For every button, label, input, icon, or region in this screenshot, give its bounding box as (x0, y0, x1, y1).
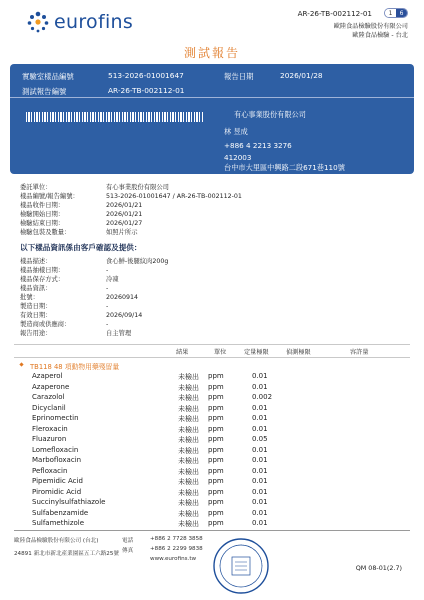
table-cell: Fleroxacin (32, 424, 68, 433)
info-row (20, 283, 108, 292)
info-row (20, 319, 108, 328)
table-cell: 委託單位： (20, 184, 52, 191)
table-cell: 製造日期： (20, 303, 52, 310)
table-row (0, 372, 424, 382)
table-cell: - (106, 303, 109, 310)
table-cell: 未檢出 (178, 446, 199, 455)
table-top-rule (14, 344, 410, 345)
table-cell: Sulfamethizole (32, 519, 85, 527)
table-cell: 2026/09/14 (106, 312, 143, 319)
table-cell: ppm (208, 414, 224, 422)
col-loq: 定量極限 (244, 349, 269, 356)
table-cell: Carazolol (32, 393, 65, 401)
table-cell: Azaperone (32, 382, 70, 391)
table-cell: 樣品資訊： (20, 285, 52, 292)
table-cell: - (106, 267, 109, 274)
sample-no-value: 513-2026-01001647 (108, 71, 184, 80)
table-cell: ppm (208, 456, 224, 464)
table-cell: 未檢出 (178, 509, 199, 518)
table-cell: 樣品編號/報告編號： (20, 193, 79, 200)
table-cell: 食心鮮-後腿紋肉200g (106, 258, 169, 265)
footer-website: www.eurofins.tw (150, 556, 197, 562)
table-cell: Pefloxacin (32, 466, 68, 475)
table-cell: 樣品保存方式： (20, 276, 65, 283)
table-row (0, 393, 424, 403)
table-cell: 自主管理 (106, 330, 132, 337)
table-cell: ppm (208, 487, 224, 496)
table-row (0, 383, 424, 393)
table-cell: 0.01 (252, 456, 268, 464)
table-cell: ppm (208, 498, 224, 506)
table-cell: Dicyclanil (32, 403, 66, 412)
client-section-title: 以下樣品資訊係由客戶確認及提供： (20, 243, 142, 252)
eurofins-logo (26, 10, 133, 34)
table-cell: 未檢出 (178, 415, 199, 423)
table-cell: 未檢出 (178, 467, 199, 476)
info-row (20, 310, 142, 319)
barcode (26, 112, 204, 122)
table-cell: ppm (208, 424, 224, 433)
report-summary-panel (10, 64, 414, 174)
table-row (0, 498, 424, 508)
client-contact: 林 昱成 (224, 127, 248, 136)
lab-name (334, 22, 408, 40)
company-seal-icon (212, 537, 270, 595)
group-bullet-icon (19, 362, 23, 366)
report-no-value: AR-26-TB-002112-01 (108, 86, 185, 95)
table-cell: 2026/01/21 (106, 211, 143, 218)
info-row (20, 256, 168, 265)
table-cell: 0.01 (252, 372, 268, 380)
table-cell: Piromidic Acid (32, 487, 82, 496)
table-cell: Pipemidic Acid (32, 477, 83, 485)
col-lod: 偵測極限 (286, 349, 311, 356)
table-cell: 未檢出 (178, 394, 199, 402)
table-cell: 冷凍 (106, 276, 119, 283)
info-row (20, 328, 131, 337)
table-cell: 批號： (20, 294, 39, 301)
client-postcode: 412003 (224, 153, 252, 162)
table-cell: 未檢出 (178, 425, 199, 434)
table-cell: 0.01 (252, 466, 268, 475)
table-cell: ppm (208, 372, 224, 380)
table-cell: Azaperol (32, 372, 63, 380)
table-cell: 檢驗開始日期： (20, 211, 65, 218)
page-total: 6 (396, 9, 407, 18)
footer-fax-label: 傳真 (122, 548, 134, 554)
table-cell: 未檢出 (178, 520, 199, 528)
table-cell: 0.01 (252, 498, 268, 506)
table-cell: 0.01 (252, 424, 268, 433)
table-cell: 未檢出 (178, 436, 199, 444)
table-cell: Marbofloxacin (32, 456, 82, 464)
table-cell: Eprinomectin (32, 414, 79, 422)
table-cell: 如照片所示 (106, 229, 138, 236)
table-cell: 未檢出 (178, 457, 199, 465)
client-name: 有心事業股份有限公司 (234, 110, 306, 119)
table-row (0, 488, 424, 498)
table-cell: 報告用途： (20, 330, 52, 337)
table-cell: 有效日期： (20, 312, 52, 319)
table-cell: 未檢出 (178, 499, 199, 507)
page-indicator (384, 8, 408, 18)
table-cell: 0.01 (252, 403, 268, 412)
table-row (0, 509, 424, 519)
table-cell: ppm (208, 445, 224, 454)
table-cell: 樣品收件日期： (20, 202, 65, 209)
table-cell: 0.01 (252, 508, 268, 517)
table-cell: ppm (208, 382, 224, 391)
info-row (20, 274, 119, 283)
table-cell: 未檢出 (178, 373, 199, 381)
table-cell: 樣品描述： (20, 258, 52, 265)
col-result: 結果 (176, 349, 189, 356)
lab-name-line2: 歐陸食品檢驗 - 台北 (352, 32, 408, 39)
report-number: AR-26-TB-002112-01 (297, 8, 372, 18)
table-cell: 0.01 (252, 414, 268, 422)
info-row (20, 191, 242, 200)
info-row (20, 292, 138, 301)
info-row (20, 265, 108, 274)
report-number-header (298, 8, 408, 18)
table-cell: - (106, 285, 109, 292)
table-cell: 513-2026-01001647 / AR-26-TB-002112-01 (106, 193, 242, 200)
table-row (0, 519, 424, 529)
table-cell: Fluazuron (32, 435, 67, 443)
col-limit: 容許量 (350, 349, 369, 356)
brand-name: eurofins (54, 11, 134, 33)
table-cell: 未檢出 (178, 478, 199, 486)
table-row (0, 414, 424, 424)
table-cell: ppm (208, 477, 224, 485)
table-cell: Succinylsulfathiazole (32, 498, 106, 506)
table-cell: 2026/01/21 (106, 202, 143, 209)
footer-tel: +886 2 7728 3858 (150, 536, 203, 542)
table-cell: ppm (208, 519, 224, 527)
table-row (0, 404, 424, 414)
table-cell: 未檢出 (178, 488, 199, 497)
report-date-value: 2026/01/28 (280, 71, 323, 80)
table-cell: 0.01 (252, 487, 268, 496)
table-cell: 製造商或供應商： (20, 321, 71, 328)
report-date-label: 報告日期 (224, 72, 254, 81)
table-cell: ppm (208, 393, 224, 401)
table-row (0, 456, 424, 466)
info-row (20, 301, 108, 310)
table-cell: 0.002 (252, 393, 273, 401)
table-cell: Sulfabenzamide (32, 508, 89, 517)
table-cell: 樣品抽樣日期： (20, 267, 65, 274)
table-cell: 0.01 (252, 445, 268, 454)
info-row (20, 182, 169, 191)
table-cell: 有心事業股份有限公司 (106, 184, 169, 191)
table-cell: 未檢出 (178, 383, 199, 392)
table-cell: 未檢出 (178, 404, 199, 413)
client-address: 台中市大里區中興路二段671巷110號 (224, 163, 345, 172)
table-cell: 2026/01/27 (106, 220, 143, 227)
lab-name-line1: 歐陸食品檢驗股份有限公司 (333, 23, 408, 30)
eurofins-dots-icon (26, 10, 50, 34)
table-row (0, 477, 424, 487)
footer-address: 24891 新北市新北產業園區五工六路25號 (14, 551, 120, 557)
table-cell: 20260914 (106, 294, 139, 301)
table-cell: 檢驗包裝及數量： (20, 229, 71, 236)
table-cell: 0.01 (252, 477, 268, 485)
info-row (20, 209, 142, 218)
table-cell: 檢驗結束日期： (20, 220, 65, 227)
footer-rule (14, 530, 410, 531)
report-no-label: 測試報告編號 (22, 87, 67, 96)
table-row (0, 435, 424, 445)
form-code: QM 08-01(2.7) (355, 564, 402, 572)
table-cell: Lomefloxacin (32, 445, 79, 454)
client-phone: +886 4 2213 3276 (224, 141, 292, 150)
page-title: 測試報告 (183, 46, 240, 60)
table-row (0, 446, 424, 456)
test-group-title: TB118 48 項動物用藥殘留量 (30, 363, 120, 371)
table-cell: 0.01 (252, 519, 268, 527)
col-unit: 單位 (214, 349, 227, 356)
sample-no-label: 實驗室樣品編號 (22, 72, 74, 81)
page-current: 1 (385, 9, 396, 18)
table-row (0, 425, 424, 435)
table-cell: ppm (208, 435, 224, 443)
info-row (20, 218, 142, 227)
table-header-rule (14, 357, 410, 358)
table-cell: - (106, 321, 109, 328)
info-row (20, 227, 137, 236)
table-cell: 0.01 (252, 382, 268, 391)
footer-tel-label: 電話 (122, 538, 134, 544)
table-cell: ppm (208, 466, 224, 475)
footer-fax: +886 2 2299 9838 (150, 546, 203, 552)
table-row (0, 467, 424, 477)
info-row (20, 200, 142, 209)
table-cell: ppm (208, 403, 224, 412)
table-cell: 0.05 (252, 435, 268, 443)
table-cell: ppm (208, 508, 224, 517)
footer-company: 歐陸食品檢驗股份有限公司 (台北) (14, 538, 99, 544)
